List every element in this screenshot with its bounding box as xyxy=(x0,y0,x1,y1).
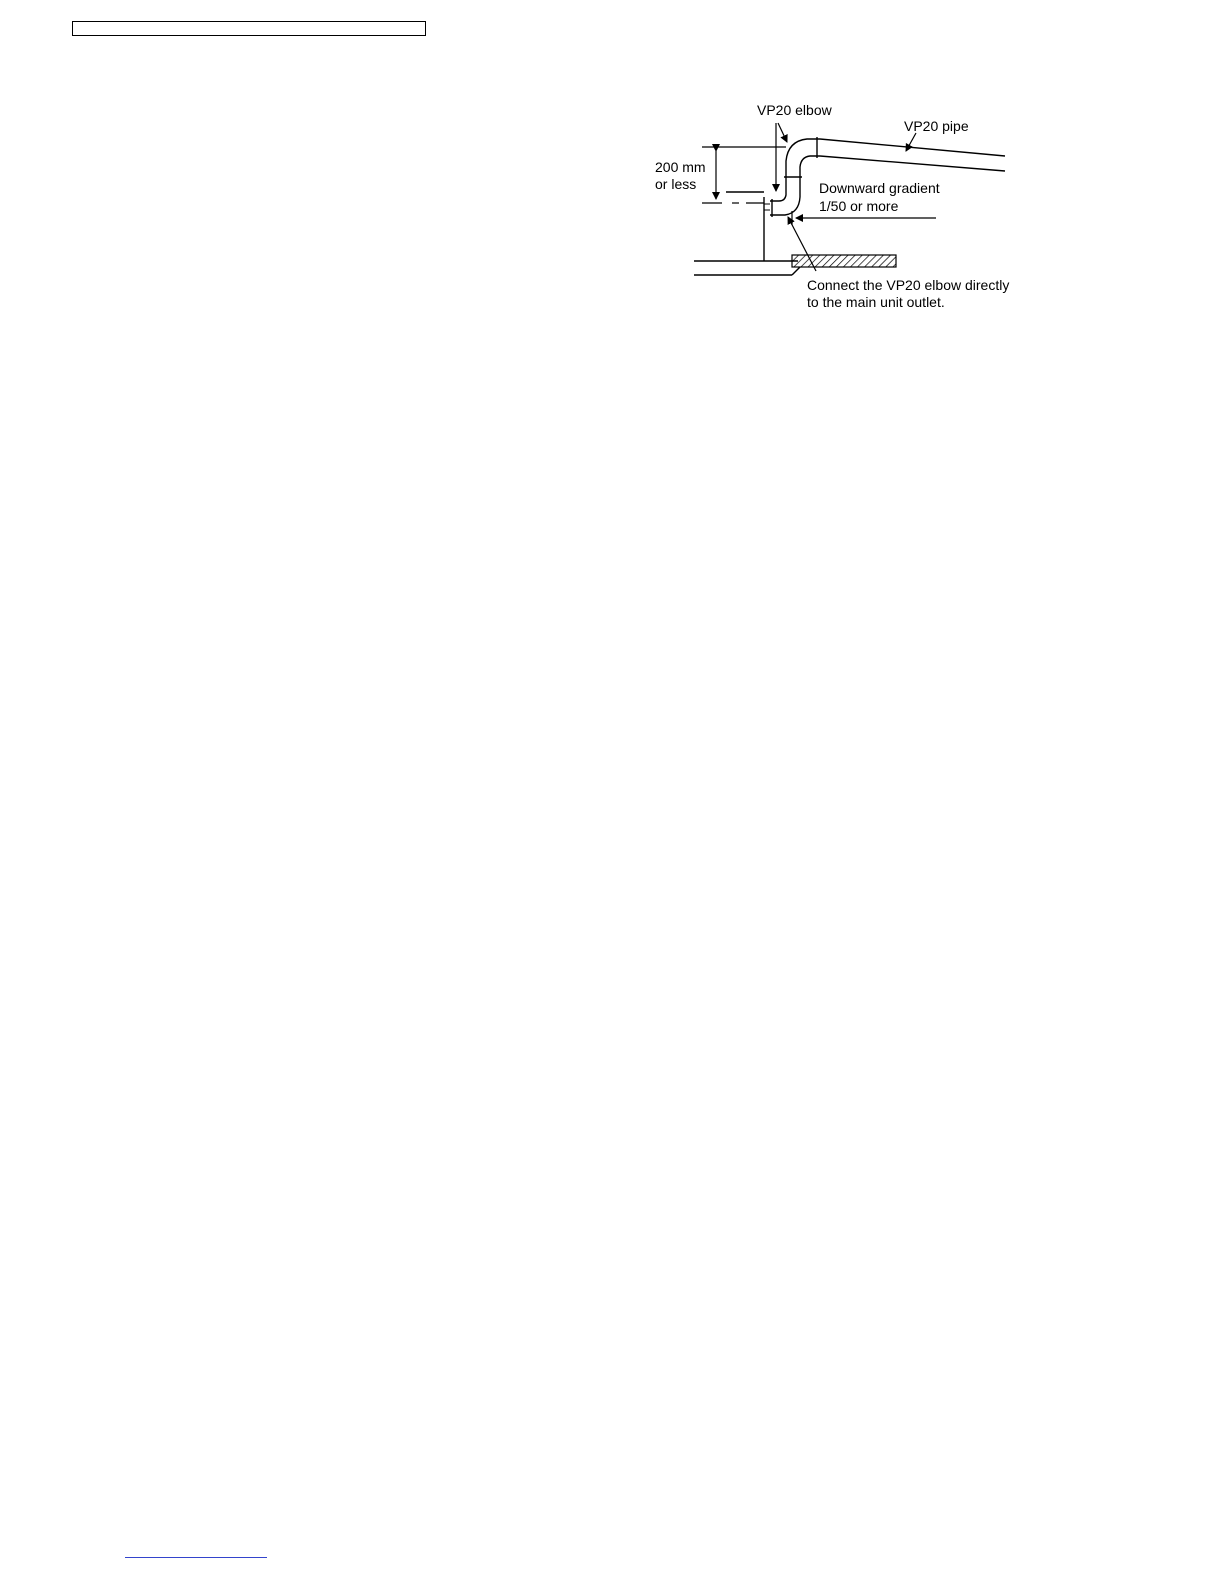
lower-elbow-inner xyxy=(770,179,786,201)
height-limit-label-line2: or less xyxy=(655,176,697,192)
pipe-upper-edge xyxy=(820,139,1005,156)
connect-label-line2: to the main unit outlet. xyxy=(807,294,945,310)
vp20-elbow-label: VP20 elbow xyxy=(757,102,832,118)
height-limit-label-line1: 200 mm xyxy=(655,159,706,175)
gradient-label-line1: Downward gradient xyxy=(819,180,940,196)
vp20-pipe-label: VP20 pipe xyxy=(904,118,969,134)
drain-pipe-diagram xyxy=(640,95,1030,320)
gradient-label-line2: 1/50 or more xyxy=(819,198,899,214)
footer-link[interactable] xyxy=(125,1557,267,1558)
ceiling-hatched-slab xyxy=(792,255,896,267)
upper-elbow-inner xyxy=(800,156,820,179)
elbow-pointer-right xyxy=(778,123,787,142)
connect-label-line1: Connect the VP20 elbow directly xyxy=(807,277,1010,293)
header-title-box xyxy=(72,21,426,36)
pipe-lower-edge xyxy=(820,156,1005,171)
